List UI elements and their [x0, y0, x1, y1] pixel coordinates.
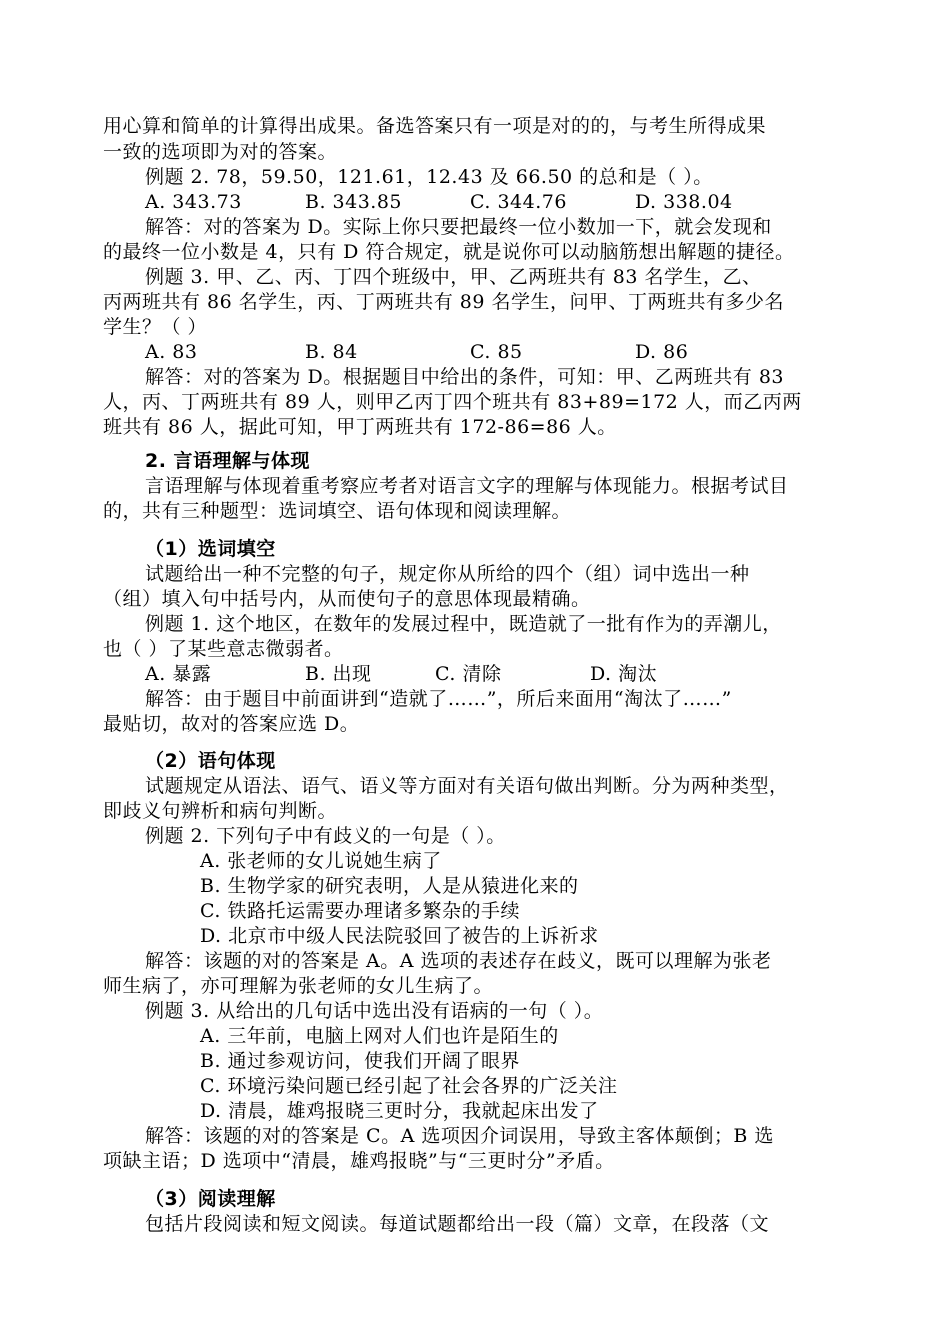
option-b: B. 生物学家的研究表明，人是从猿进化来的: [200, 875, 579, 897]
paragraph-line: 试题规定从语法、语气、语义等方面对有关语句做出判断。分为两种类型，: [145, 775, 789, 797]
option-a: A. 83: [145, 341, 198, 363]
paragraph-line: 的，共有三种题型：选词填空、语句体现和阅读理解。: [103, 500, 572, 522]
option-a: A. 三年前，电脑上网对人们也许是陌生的: [200, 1025, 559, 1047]
paragraph-line: 丙两班共有 86 名学生，丙、丁两班共有 89 名学生，问甲、丁两班共有多少名: [103, 291, 785, 313]
option-a: A. 张老师的女儿说她生病了: [200, 850, 442, 872]
paragraph-line: 人，丙、丁两班共有 89 人，则甲乙丙丁四个班共有 83+89=172 人，而乙丙两: [103, 391, 802, 413]
option-c: C. 85: [470, 341, 523, 363]
option-a: A. 343.73: [145, 191, 242, 213]
option-b: B. 343.85: [305, 191, 403, 213]
option-c: C. 环境污染问题已经引起了社会各界的广泛关注: [200, 1075, 618, 1097]
paragraph-line: 班共有 86 人，据此可知，甲丁两班共有 172-86=86 人。: [103, 416, 617, 438]
option-c: C. 344.76: [470, 191, 567, 213]
paragraph-line: 用心算和简单的计算得出成果。备选答案只有一项是对的的，与考生所得成果: [103, 115, 767, 137]
answer-explanation: 解答：该题的对的答案是 C。A 选项因介词误用，导致主客体颠倒；B 选: [145, 1125, 774, 1147]
option-d: D. 北京市中级人民法院驳回了被告的上诉祈求: [200, 925, 599, 947]
example-question: 例题 2. 78，59.50，121.61，12.43 及 66.50 的总和是（ ）。: [145, 166, 713, 188]
option-d: D. 清晨，雄鸡报晓三更时分，我就起床出发了: [200, 1100, 599, 1122]
paragraph-line: （组）填入句中括号内，从而使句子的意思体现最精确。: [103, 588, 591, 610]
answer-options: [145, 340, 688, 364]
option-d: D. 淘汰: [590, 663, 658, 685]
paragraph-line: 试题给出一种不完整的句子，规定你从所给的四个（组）词中选出一种: [145, 563, 750, 585]
example-question: 例题 3. 从给出的几句话中选出没有语病的一句（ ）。: [145, 1000, 604, 1022]
option-b: B. 84: [305, 341, 358, 363]
paragraph-line: 项缺主语；D 选项中“清晨，雄鸡报晓”与“三更时分”矛盾。: [103, 1150, 615, 1172]
paragraph-line: 最贴切，故对的答案应选 D。: [103, 713, 360, 735]
subsection-heading: （1）选词填空: [145, 538, 276, 560]
option-a: A. 暴露: [145, 663, 212, 685]
subsection-heading: （3）阅读理解: [145, 1188, 276, 1210]
answer-options: [145, 662, 657, 686]
answer-explanation: 解答：对的答案为 D。实际上你只要把最终一位小数加一下，就会发现和: [145, 216, 772, 238]
example-question: 例题 2. 下列句子中有歧义的一句是（ ）。: [145, 825, 506, 847]
answer-options: [145, 190, 733, 214]
paragraph-line: 一致的选项即为对的答案。: [103, 141, 338, 163]
answer-explanation: 解答：该题的对的答案是 A。A 选项的表述存在歧义，既可以理解为张老: [145, 950, 772, 972]
paragraph-line: 包括片段阅读和短文阅读。每道试题都给出一段（篇）文章，在段落（文: [145, 1213, 770, 1235]
paragraph-line: 言语理解与体现着重考察应考者对语言文字的理解与体现能力。根据考试目: [145, 475, 789, 497]
example-question: 例题 1. 这个地区，在数年的发展过程中，既造就了一批有作为的弄潮儿，: [145, 613, 782, 635]
answer-explanation: 解答：由于题目中前面讲到“造就了……”，所后来面用“淘汰了……”: [145, 688, 732, 710]
paragraph-line: 也（ ）了某些意志微弱者。: [103, 638, 344, 660]
paragraph-line: 学生？（ ）: [103, 316, 208, 338]
subsection-heading: （2）语句体现: [145, 750, 276, 772]
option-b: B. 出现: [305, 663, 372, 685]
section-heading: 2. 言语理解与体现: [145, 450, 311, 472]
paragraph-line: 的最终一位小数是 4，只有 D 符合规定，就是说你可以动脑筋想出解题的捷径。: [103, 241, 795, 263]
answer-explanation: 解答：对的答案为 D。根据题目中给出的条件，可知：甲、乙两班共有 83: [145, 366, 784, 388]
paragraph-line: 师生病了，亦可理解为张老师的女儿生病了。: [103, 975, 494, 997]
option-b: B. 通过参观访问，使我们开阔了眼界: [200, 1050, 521, 1072]
paragraph-line: 即歧义句辨析和病句判断。: [103, 800, 338, 822]
example-question: 例题 3. 甲、乙、丙、丁四个班级中，甲、乙两班共有 83 名学生，乙、: [145, 266, 762, 288]
option-d: D. 338.04: [635, 191, 733, 213]
option-d: D. 86: [635, 341, 689, 363]
option-c: C. 清除: [435, 663, 502, 685]
option-c: C. 铁路托运需要办理诸多繁杂的手续: [200, 900, 520, 922]
